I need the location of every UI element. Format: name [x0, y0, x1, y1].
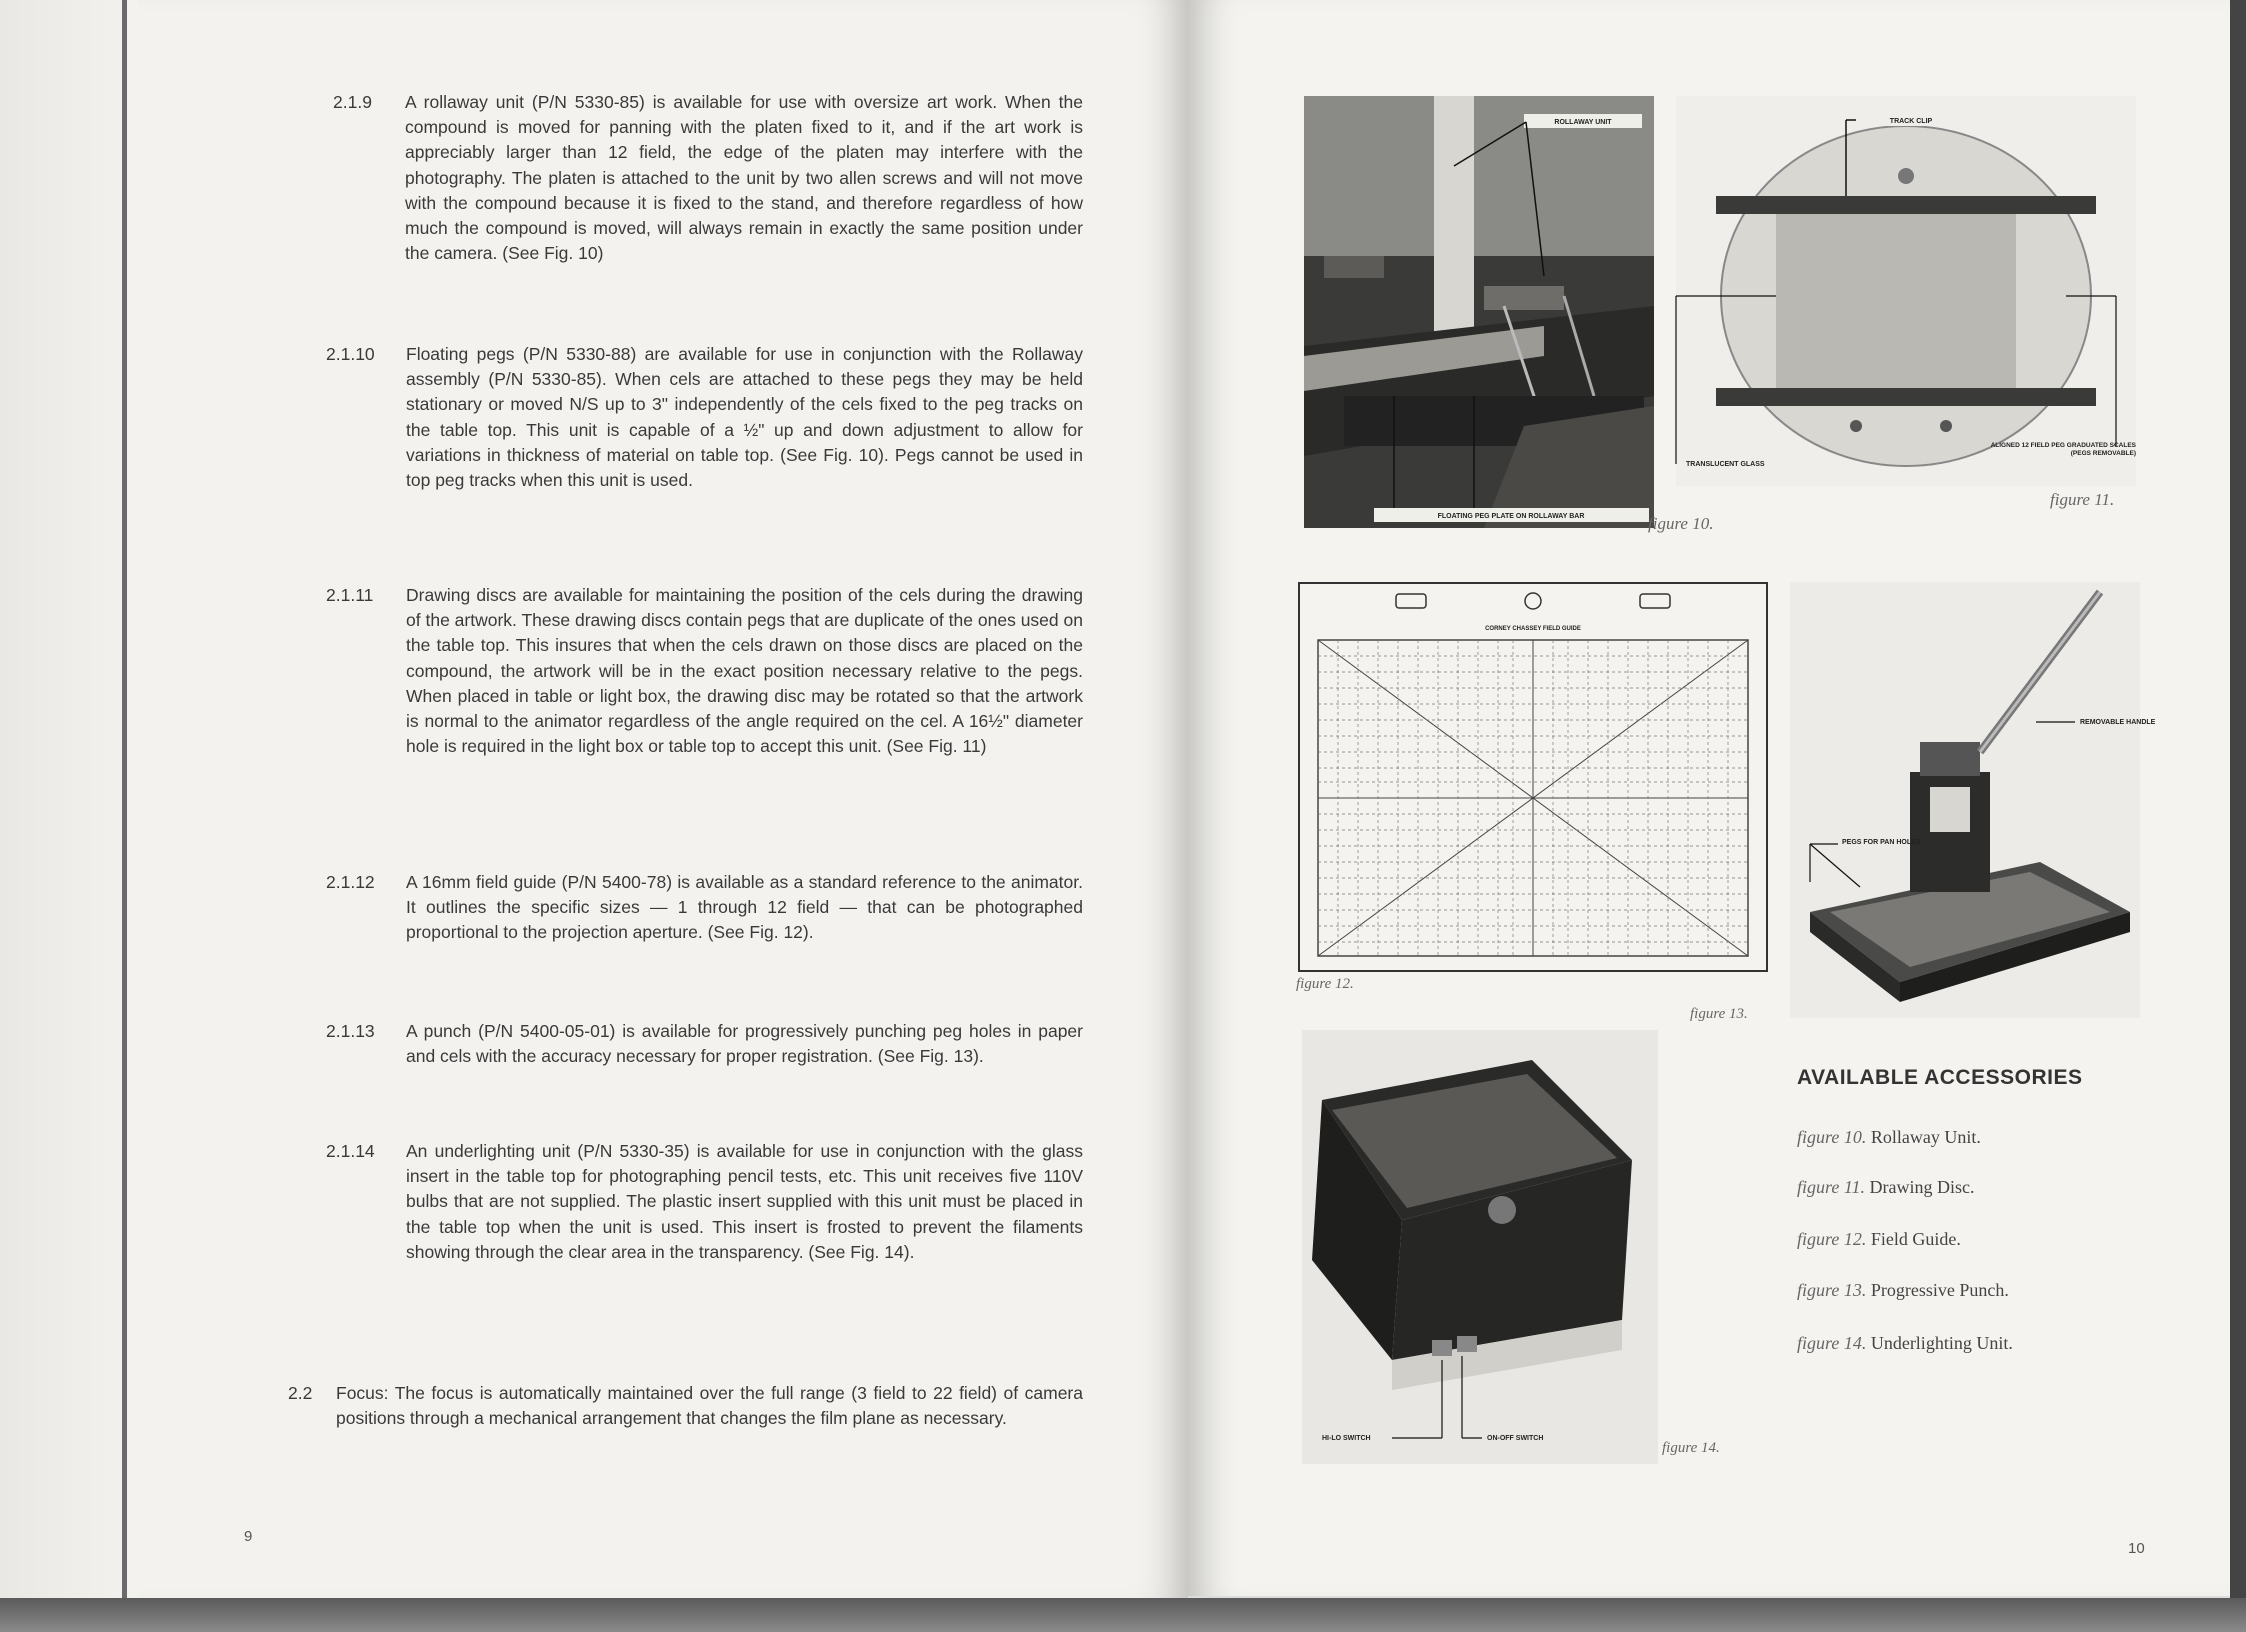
paragraph-2-1-14 — [326, 1139, 1083, 1265]
accessory-name: Field Guide. — [1870, 1229, 1961, 1249]
book-edge — [122, 0, 127, 1632]
paragraph-text: A punch (P/N 5400-05-01) is available for progressively punching peg holes in paper and cels with the accuracy necessary for proper registration. (See Fig. 13). — [406, 1021, 1083, 1067]
paragraph-text: An underlighting unit (P/N 5330-35) is available for use in conjunction with the glass insert in the table top for photographing pencil tests, etc. This unit receives five 110V bulbs that are not supplied. The plastic insert supplied with this unit must be placed in the table top when the unit is used. This insert is frosted to prevent the filaments showing through the clear area in the transparency. (See Fig. 14). — [406, 1141, 1083, 1262]
paragraph-text: A 16mm field guide (P/N 5400-78) is available as a standard reference to the animator. It outlines the specific sizes — 1 through 12 field — that can be photographed proportional to the projection aperture. (See Fig. 12). — [406, 872, 1083, 943]
bottom-edge — [0, 1598, 2246, 1632]
paragraph-2-2 — [288, 1381, 1083, 1431]
accessory-name: Rollaway Unit. — [1870, 1127, 1981, 1147]
paragraph-text: Floating pegs (P/N 5330-88) are available for use in conjunction with the Rollaway assembly (P/N 5330-85). When cels are attached to these pegs they may be held stationary or moved N/S up to 3" independently of the cels fixed to the peg tracks on the table top. This unit is capable of a ½" up and down adjustment to allow for variations in thickness of material on table top. (See Fig. 10). Pegs cannot be used in top peg tracks when this unit is used. — [406, 344, 1083, 491]
paragraph-number: 2.1.10 — [326, 344, 375, 364]
callout-on-off-switch: ON-OFF SWITCH — [1487, 1435, 1544, 1442]
figure-10-photo — [1304, 96, 1654, 528]
accessory-fig: figure 14. — [1797, 1333, 1867, 1353]
callout-track-clip: TRACK CLIP — [1889, 118, 1933, 125]
left-margin — [0, 0, 138, 1632]
page-number-right: 10 — [2128, 1540, 2145, 1557]
paragraph-2-1-13 — [326, 1019, 1083, 1069]
accessory-name: Underlighting Unit. — [1870, 1333, 2013, 1353]
paragraph-2-1-12 — [326, 870, 1083, 946]
figure-14-caption: figure 14. — [1662, 1440, 1720, 1456]
accessory-item — [1797, 1127, 1981, 1148]
paragraph-2-1-9 — [333, 90, 1083, 266]
figure-11-caption: figure 11. — [2050, 490, 2115, 509]
accessory-item — [1797, 1229, 1961, 1250]
page-number-left: 9 — [244, 1528, 253, 1545]
accessory-item — [1797, 1177, 1974, 1198]
paragraph-number: 2.1.13 — [326, 1021, 375, 1041]
figure-12-caption: figure 12. — [1296, 976, 1354, 992]
paragraph-text: Drawing discs are available for maintaining the position of the cels during the drawing of the artwork. These drawing discs contain pegs that are duplicate of the ones used on the table top. This insures that when the cels drawn on those discs are placed on the compound, the artwork will be in the exact position necessary relative to the pegs. When placed in table or light box, the drawing disc may be rotated so that the artwork is normal to the animator regardless of the angle required on the cel. A 16½" diameter hole is required in the light box or table top to accept this unit. (See Fig. 11) — [406, 585, 1083, 757]
callout-rollaway-unit: ROLLAWAY UNIT — [1554, 119, 1612, 126]
paragraph-number: 2.1.9 — [333, 92, 372, 112]
accessory-fig: figure 11. — [1797, 1177, 1865, 1197]
paragraph-number: 2.2 — [288, 1383, 313, 1403]
figure-10-caption: figure 10. — [1648, 514, 1714, 533]
accessory-item — [1797, 1333, 2013, 1354]
figure-11-drawing-disc — [1676, 96, 2136, 486]
callout-removable-handle: REMOVABLE HANDLE — [2080, 719, 2156, 726]
callout-translucent-glass: TRANSLUCENT GLASS — [1686, 461, 1765, 468]
paragraph-2-1-10 — [326, 342, 1083, 493]
paragraph-text: A rollaway unit (P/N 5330-85) is available for use with oversize art work. When the compound is moved for panning with the platen fixed to it, and if the art work is appreciably larger than 12 field, the edge of the platen may interfere with the photography. The platen is attached to the unit by two allen screws and will not move with the compound because it is fixed to the stand, and therefore regardless of how much the compound is moved, will always remain in exactly the same position under the camera. (See Fig. 10) — [405, 92, 1083, 264]
figure-13-punch — [1790, 582, 2156, 1018]
accessory-fig: figure 12. — [1797, 1229, 1867, 1249]
paragraph-number: 2.1.14 — [326, 1141, 375, 1161]
accessories-title: AVAILABLE ACCESSORIES — [1797, 1066, 2083, 1089]
figure-14-underlighting — [1302, 1030, 1658, 1464]
figure-12-field-guide — [1298, 582, 1768, 972]
callout-aligned-scales: ALIGNED 12 FIELD PEG GRADUATED SCALES (PEGS REMOVABLE) — [1990, 442, 2136, 457]
callout-hi-lo-switch: HI-LO SWITCH — [1322, 1435, 1371, 1442]
accessory-item — [1797, 1280, 2009, 1301]
accessory-fig: figure 13. — [1797, 1280, 1867, 1300]
paragraph-number: 2.1.11 — [326, 585, 374, 605]
accessory-name: Drawing Disc. — [1869, 1177, 1975, 1197]
callout-floating-peg-plate: FLOATING PEG PLATE ON ROLLAWAY BAR — [1437, 513, 1585, 520]
callout-pegs-for-pan-holes: PEGS FOR PAN HOLES — [1842, 839, 1921, 846]
accessory-fig: figure 10. — [1797, 1127, 1867, 1147]
right-edge — [2230, 0, 2246, 1632]
field-guide-label: CORNEY CHASSEY FIELD GUIDE — [1485, 626, 1581, 632]
paragraph-text: Focus: The focus is automatically maintained over the full range (3 field to 22 field) of camera positions through a mechanical arrangement that changes the film plane as necessary. — [336, 1383, 1083, 1429]
paragraph-2-1-11 — [326, 583, 1083, 759]
paragraph-number: 2.1.12 — [326, 872, 375, 892]
figure-13-caption: figure 13. — [1690, 1006, 1748, 1022]
accessory-name: Progressive Punch. — [1870, 1280, 2009, 1300]
